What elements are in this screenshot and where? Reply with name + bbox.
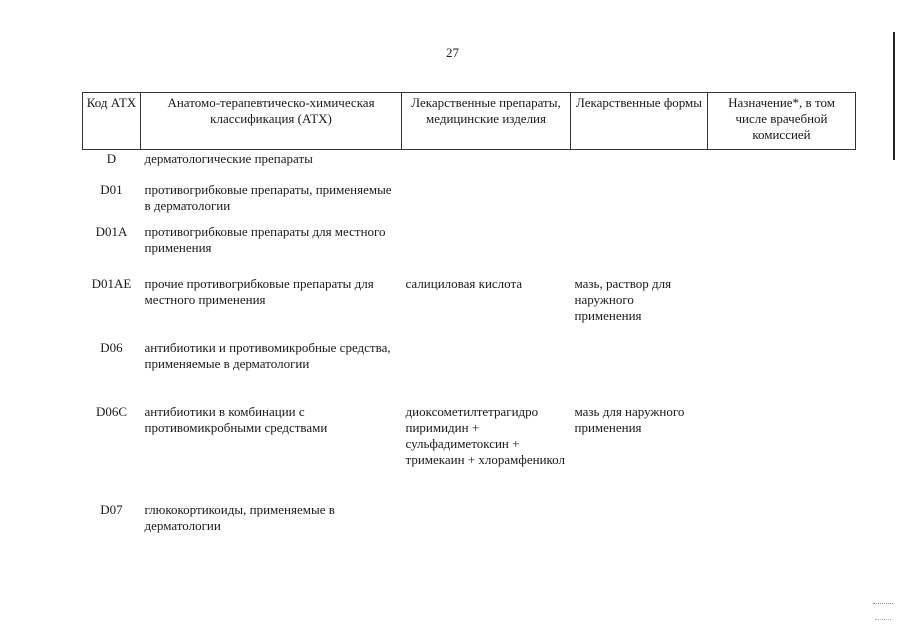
cell-form	[571, 502, 708, 542]
cell-form: мазь, раствор для наружного применения	[574, 275, 672, 323]
cell-form	[571, 182, 708, 224]
cell-classification: антибиотики и противомикробные средства, применяемые в дерматологии	[144, 339, 391, 371]
cell-purpose	[708, 340, 856, 404]
cell-purpose	[708, 276, 856, 340]
cell-purpose	[708, 404, 856, 502]
scan-edge-line	[893, 32, 895, 160]
header-forms: Лекарственные формы	[571, 93, 708, 150]
cell-purpose	[708, 150, 856, 182]
cell-drug	[402, 340, 571, 404]
cell-drug: диоксометилтетрагидро пиримидин + сульфадиметоксин + тримекаин + хлорамфеникол	[405, 403, 565, 467]
table-row	[83, 404, 856, 502]
cell-form	[571, 340, 708, 404]
cell-classification: антибиотики в комбинации с противомикробными средствами	[144, 403, 328, 435]
cell-code: D01AE	[91, 275, 132, 291]
cell-classification: противогрибковые препараты, применяемые в дерматологии	[144, 181, 392, 213]
cell-drug	[402, 182, 571, 224]
cell-code: D06C	[95, 403, 128, 419]
cell-form	[571, 224, 708, 276]
cell-form	[571, 150, 708, 182]
header-classification: Анатомо-терапевтическо-химическая классификация (АТХ)	[141, 93, 402, 150]
cell-code: D01A	[95, 223, 128, 239]
atx-table	[82, 92, 856, 542]
table-row	[83, 502, 856, 542]
cell-purpose	[708, 182, 856, 224]
cell-classification: дерматологические препараты	[144, 151, 313, 166]
scan-specks	[873, 603, 893, 610]
cell-code: D	[106, 151, 117, 166]
page-number: 27	[446, 45, 459, 60]
table-row	[83, 224, 856, 276]
cell-purpose	[708, 502, 856, 542]
header-code: Код АТХ	[83, 93, 141, 150]
cell-purpose	[708, 224, 856, 276]
cell-form: мазь для наружного применения	[574, 403, 685, 435]
scan-specks	[875, 619, 891, 626]
cell-drug	[402, 150, 571, 182]
header-purpose: Назначение*, в том числе врачебной комиссией	[708, 93, 856, 150]
table-row	[83, 340, 856, 404]
cell-code: D06	[100, 339, 123, 355]
table-row	[83, 276, 856, 340]
table-row	[83, 150, 856, 182]
cell-code: D01	[100, 181, 123, 197]
cell-classification: прочие противогрибковые препараты для местного применения	[144, 275, 374, 307]
header-drugs: Лекарственные препараты, медицинские изделия	[402, 93, 571, 150]
cell-classification: глюкокортикоиды, применяемые в дерматологии	[144, 501, 335, 533]
cell-drug	[402, 502, 571, 542]
cell-drug	[402, 224, 571, 276]
table-row	[83, 182, 856, 224]
cell-drug: салициловая кислота	[405, 275, 523, 291]
cell-classification: противогрибковые препараты для местного применения	[144, 223, 386, 255]
cell-code: D07	[100, 501, 123, 517]
table-header	[83, 93, 856, 150]
